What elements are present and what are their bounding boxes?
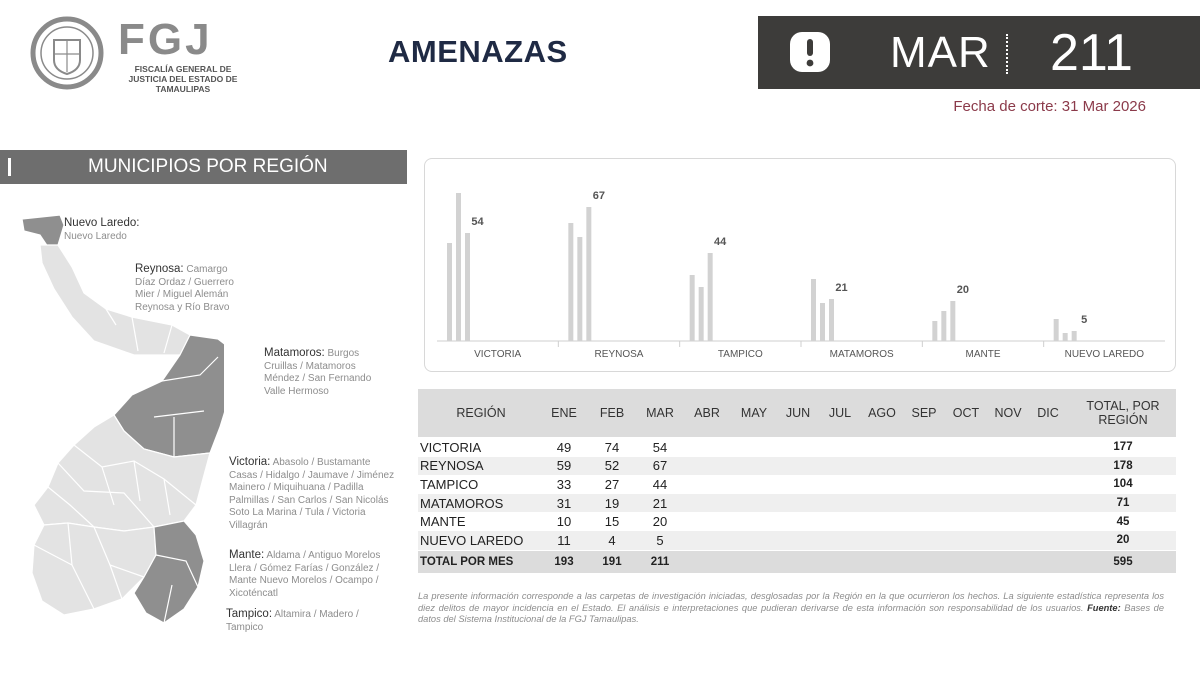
- data-label: 44: [714, 236, 727, 248]
- month-cell: 191: [602, 555, 622, 568]
- region-note-victoria: [229, 456, 395, 532]
- month-cell: 21: [652, 495, 668, 511]
- data-label: 54: [471, 216, 484, 228]
- month-cell: 10: [556, 514, 572, 530]
- bar: [941, 311, 946, 341]
- kpi-value: 211: [1050, 24, 1133, 82]
- x-tick-label: NUEVO LAREDO: [1064, 349, 1145, 360]
- footnote-source: Bases de datos del Sistema Institucional de la FGJ Tamaulipas.: [418, 602, 1164, 624]
- x-tick-label: MANTE: [965, 349, 1001, 360]
- total-cell: 595: [1113, 555, 1133, 568]
- seal-icon: [30, 16, 104, 90]
- data-label: 5: [1081, 314, 1088, 326]
- column-header: ABR: [694, 406, 720, 420]
- table-row: [418, 531, 1176, 550]
- chart-container: [424, 158, 1176, 372]
- table-row: [418, 438, 1176, 457]
- month-cell: 74: [604, 439, 620, 455]
- table-row: [418, 457, 1176, 476]
- region-cell: NUEVO LAREDO: [420, 532, 524, 548]
- column-header: OCT: [952, 406, 980, 420]
- bar: [1054, 319, 1059, 341]
- alert-icon: [788, 30, 832, 74]
- logo-wordmark: FGJ: [118, 15, 213, 64]
- bar: [1063, 333, 1068, 341]
- month-cell: 67: [652, 458, 668, 474]
- kpi-separator: [1006, 34, 1008, 74]
- column-header: AGO: [868, 406, 896, 420]
- bar: [465, 233, 470, 341]
- region-note-nuevo-laredo: [64, 217, 174, 243]
- fgj-logo: [30, 15, 238, 96]
- section-header: [0, 150, 407, 184]
- month-cell: 11: [557, 532, 571, 548]
- column-header: ENE: [551, 406, 577, 420]
- bar: [568, 223, 573, 341]
- total-cell: 177: [1113, 441, 1133, 454]
- region-cell: REYNOSA: [420, 458, 484, 474]
- table-row: [418, 475, 1176, 494]
- region-note-mante: [229, 549, 395, 600]
- region-cell: MANTE: [420, 514, 466, 530]
- month-cell: 15: [604, 514, 620, 530]
- bar: [577, 237, 582, 341]
- month-cell: 49: [556, 439, 572, 455]
- total-cell: 104: [1113, 478, 1133, 491]
- page-title: AMENAZAS: [388, 34, 568, 69]
- month-cell: 54: [652, 439, 668, 455]
- bar: [829, 299, 834, 341]
- month-cell: 33: [556, 476, 572, 492]
- region-name: Tampico:: [226, 608, 273, 620]
- section-title: MUNICIPIOS POR REGIÓN: [88, 156, 328, 177]
- total-cell: 20: [1116, 534, 1130, 547]
- bar: [1072, 331, 1077, 341]
- bar: [456, 193, 461, 341]
- month-cell: 4: [608, 532, 616, 548]
- data-label: 20: [956, 284, 969, 296]
- region-note-tampico: [226, 608, 386, 634]
- total-cell: 178: [1113, 459, 1133, 472]
- column-header: REGIÓN: [456, 406, 506, 420]
- bar: [811, 279, 816, 341]
- map-region-nuevo-laredo: [22, 215, 64, 247]
- column-header: JUL: [828, 406, 852, 420]
- x-tick-label: VICTORIA: [474, 349, 522, 360]
- region-name: Reynosa:: [135, 263, 184, 275]
- region-municipalities: Abasolo / Bustamante Casas / Hidalgo / Jaumave / Jiménez Mainero / Miquihuana / Padilla Palmillas / San Carlos / San Nicolás Soto La Marina / Tula / Victoria Villagrán: [229, 457, 395, 531]
- region-municipalities: Camargo Díaz Ordaz / Guerrero Mier / Miguel Alemán Reynosa y Río Bravo: [135, 264, 234, 313]
- month-cell: 20: [652, 514, 668, 530]
- region-municipalities: Nuevo Laredo: [64, 230, 127, 242]
- footnote: [418, 591, 1164, 626]
- bar: [820, 303, 825, 341]
- data-label: 21: [835, 282, 848, 294]
- x-tick-label: REYNOSA: [594, 349, 644, 360]
- column-header: TOTAL, POR REGIÓN: [1086, 399, 1160, 427]
- column-header: JUN: [785, 406, 811, 420]
- section-bar: [8, 158, 11, 176]
- table-total-row: [418, 551, 1176, 573]
- footnote-text: La presente información corresponde a las carpetas de investigación iniciadas, desglosadas por la Región en la que ocurrieron los hechos. La siguiente estadística representa los diez delitos de mayor incidencia en el Estado. El análisis e interpretaciones que pudieran derivarse de esta información son responsabilidad de los usuarios.: [418, 591, 1164, 613]
- bar: [708, 253, 713, 341]
- region-note-matamoros: [264, 347, 382, 398]
- column-header: DIC: [1037, 406, 1059, 420]
- bar: [932, 321, 937, 341]
- cutoff-date: Fecha de corte: 31 Mar 2026: [953, 98, 1146, 115]
- region-municipalities: Altamira / Madero / Tampico: [226, 609, 359, 633]
- bar: [950, 301, 955, 341]
- kpi-box: [758, 16, 1200, 89]
- region-name: Matamoros:: [264, 347, 325, 359]
- bar: [447, 243, 452, 341]
- month-cell: 59: [556, 458, 572, 474]
- logo-subtitle: FISCALÍA GENERAL DE JUSTICIA DEL ESTADO DE TAMAULIPAS: [128, 64, 238, 94]
- data-label: 67: [592, 190, 605, 202]
- bar: [690, 275, 695, 341]
- column-header: FEB: [599, 406, 625, 420]
- region-name: Nuevo Laredo:: [64, 217, 140, 229]
- region-cell: MATAMOROS: [420, 495, 504, 511]
- month-cell: 31: [556, 495, 572, 511]
- total-cell: 71: [1116, 497, 1130, 510]
- month-cell: 27: [604, 476, 620, 492]
- region-cell: TOTAL POR MES: [420, 555, 514, 568]
- x-tick-label: TAMPICO: [717, 349, 763, 360]
- region-municipalities: Burgos Cruillas / Matamoros Méndez / San Fernando Valle Hermoso: [264, 348, 372, 397]
- table-row: [418, 512, 1176, 531]
- month-cell: 19: [604, 495, 620, 511]
- month-cell: 5: [656, 532, 664, 548]
- total-cell: 45: [1116, 515, 1130, 528]
- footnote-source-label: Fuente:: [1087, 602, 1121, 613]
- region-cell: TAMPICO: [420, 476, 479, 492]
- region-note-reynosa: [135, 263, 245, 314]
- table-header: [418, 389, 1176, 437]
- table-row: [418, 494, 1176, 513]
- column-header: MAY: [740, 406, 768, 420]
- region-name: Victoria:: [229, 456, 271, 468]
- kpi-month: MAR: [890, 28, 991, 77]
- month-cell: 52: [604, 458, 620, 474]
- bar: [586, 207, 591, 341]
- column-header: MAR: [646, 406, 674, 420]
- bar: [699, 287, 704, 341]
- region-cell: VICTORIA: [420, 439, 482, 455]
- month-cell: 193: [554, 555, 574, 568]
- x-tick-label: MATAMOROS: [829, 349, 894, 360]
- map-region-mante: [32, 523, 156, 615]
- month-cell: 211: [650, 555, 670, 568]
- column-header: NOV: [994, 406, 1022, 420]
- month-cell: 44: [652, 476, 668, 492]
- column-header: SEP: [911, 406, 937, 420]
- bar-chart: [425, 159, 1177, 373]
- region-municipalities: Aldama / Antiguo Morelos Llera / Gómez Farías / González / Mante Nuevo Morelos / Ocampo / Xicoténcatl: [229, 550, 381, 599]
- region-name: Mante:: [229, 549, 265, 561]
